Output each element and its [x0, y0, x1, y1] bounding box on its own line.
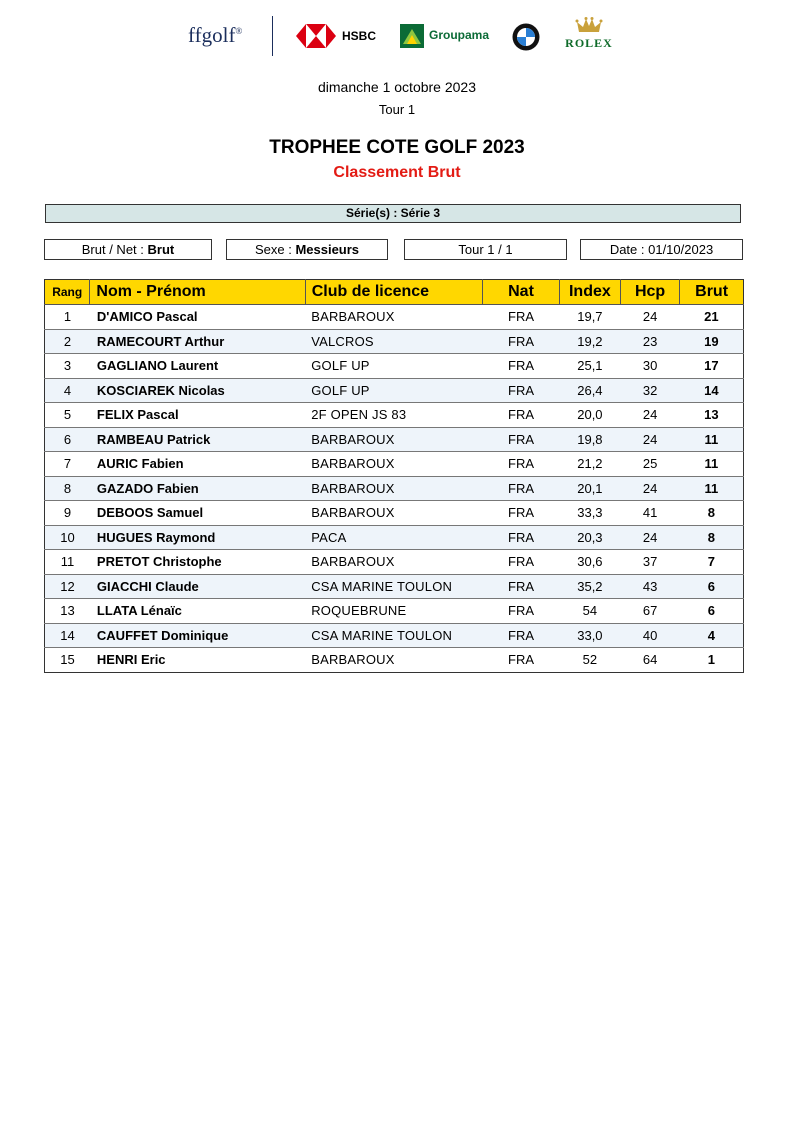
cell-hcp: 67 [621, 599, 680, 624]
cell-index: 35,2 [559, 574, 620, 599]
cell-club: BARBAROUX [305, 476, 483, 501]
cell-brut: 7 [680, 550, 744, 575]
cell-index: 19,2 [559, 329, 620, 354]
cell-brut: 11 [680, 427, 744, 452]
cell-hcp: 24 [621, 427, 680, 452]
cell-hcp: 24 [621, 525, 680, 550]
cell-nat: FRA [483, 525, 560, 550]
groupama-leaf-icon [400, 24, 424, 48]
cell-rang: 9 [45, 501, 90, 526]
cell-name: HENRI Eric [90, 648, 305, 673]
table-row [45, 354, 744, 379]
cell-hcp: 43 [621, 574, 680, 599]
cell-club: BARBAROUX [311, 309, 395, 325]
cell-nat: FRA [483, 623, 560, 648]
cell-club: PACA [305, 525, 483, 550]
cell-name: AURIC Fabien [90, 452, 305, 477]
cell-nat: FRA [483, 354, 560, 379]
sexe-value: Messieurs [295, 242, 360, 257]
sexe-label: Sexe : [254, 242, 292, 257]
round-label: Tour 1 [378, 102, 416, 117]
rolex-crown-icon [563, 16, 615, 34]
col-nat: Nat [483, 280, 560, 305]
table-row [45, 550, 744, 575]
cell-name: RAMBEAU Patrick [90, 427, 305, 452]
cell-rang: 10 [45, 525, 90, 550]
cell-name: DEBOOS Samuel [90, 501, 305, 526]
cell-rang: 13 [45, 599, 90, 624]
cell-index: 33,0 [559, 623, 620, 648]
cell-hcp: 25 [621, 452, 680, 477]
cell-hcp: 64 [621, 648, 680, 673]
cell-hcp: 24 [642, 309, 658, 325]
cell-nat: FRA [483, 378, 560, 403]
cell-club: ROQUEBRUNE [305, 599, 483, 624]
cell-hcp: 32 [621, 378, 680, 403]
cell-brut: 14 [680, 378, 744, 403]
cell-rang: 8 [45, 476, 90, 501]
serie-bar: Série(s) : Série 3 [45, 204, 741, 223]
table-row [45, 476, 744, 501]
cell-rang: 2 [45, 329, 90, 354]
cell-rang: 5 [45, 403, 90, 428]
table-header-row [45, 280, 744, 305]
table-row [45, 427, 744, 452]
cell-name: GAGLIANO Laurent [90, 354, 305, 379]
rolex-logo [563, 16, 615, 56]
banner-divider [272, 16, 273, 56]
table-row [45, 648, 744, 673]
cell-nat: FRA [483, 550, 560, 575]
cell-brut: 21 [704, 309, 719, 325]
cell-name: KOSCIAREK Nicolas [90, 378, 305, 403]
rolex-text: ROLEX [565, 36, 613, 50]
cell-index: 19,8 [559, 427, 620, 452]
brut-net-value: Brut [147, 242, 175, 257]
cell-nat: FRA [483, 476, 560, 501]
cell-hcp: 37 [621, 550, 680, 575]
cell-hcp: 24 [621, 403, 680, 428]
cell-brut: 8 [680, 501, 744, 526]
cell-nat: FRA [483, 427, 560, 452]
cell-rang: 7 [45, 452, 90, 477]
cell-club: BARBAROUX [305, 427, 483, 452]
cell-index: 26,4 [559, 378, 620, 403]
cell-nat: FRA [483, 452, 560, 477]
tour-box: Tour 1 / 1 [404, 239, 567, 260]
groupama-text: Groupama [429, 28, 490, 42]
cell-club: BARBAROUX [305, 550, 483, 575]
cell-index: 19,7 [577, 309, 603, 325]
hsbc-text: HSBC [342, 29, 377, 43]
cell-name: GIACCHI Claude [90, 574, 305, 599]
ffgolf-logo [188, 23, 242, 48]
results-table [44, 279, 744, 673]
cell-nat: FRA [483, 403, 560, 428]
cell-name: PRETOT Christophe [90, 550, 305, 575]
page-subtitle: Classement Brut [333, 164, 461, 181]
col-rang: Rang [45, 280, 90, 305]
cell-rang: 3 [45, 354, 90, 379]
cell-brut: 11 [680, 476, 744, 501]
cell-club: GOLF UP [305, 354, 483, 379]
table-row [45, 403, 744, 428]
cell-index: 25,1 [559, 354, 620, 379]
cell-index: 54 [559, 599, 620, 624]
col-brut: Brut [680, 280, 744, 305]
cell-brut: 6 [680, 574, 744, 599]
col-index: Index [559, 280, 620, 305]
cell-brut: 13 [680, 403, 744, 428]
cell-hcp: 40 [621, 623, 680, 648]
cell-brut: 17 [680, 354, 744, 379]
cell-hcp: 23 [621, 329, 680, 354]
table-row [45, 378, 744, 403]
cell-nat: FRA [483, 648, 560, 673]
cell-rang: 1 [63, 309, 72, 325]
cell-index: 20,0 [559, 403, 620, 428]
table-row [45, 574, 744, 599]
table-row [45, 305, 744, 330]
cell-hcp: 24 [621, 476, 680, 501]
cell-brut: 4 [680, 623, 744, 648]
cell-name: GAZADO Fabien [90, 476, 305, 501]
table-row [45, 329, 744, 354]
col-hcp: Hcp [621, 280, 680, 305]
cell-club: BARBAROUX [305, 501, 483, 526]
brut-net-box [44, 239, 212, 260]
col-club: Club de licence [305, 280, 483, 305]
cell-brut: 6 [680, 599, 744, 624]
table-row [45, 525, 744, 550]
cell-nat: FRA [483, 501, 560, 526]
cell-index: 20,1 [559, 476, 620, 501]
cell-name: FELIX Pascal [90, 403, 305, 428]
cell-rang: 15 [45, 648, 90, 673]
cell-brut: 11 [680, 452, 744, 477]
cell-club: CSA MARINE TOULON [305, 623, 483, 648]
table-row [45, 599, 744, 624]
cell-name: HUGUES Raymond [90, 525, 305, 550]
cell-hcp: 41 [621, 501, 680, 526]
cell-index: 52 [559, 648, 620, 673]
table-row [45, 452, 744, 477]
brut-net-label: Brut / Net : [81, 242, 144, 257]
cell-brut: 1 [680, 648, 744, 673]
cell-club: 2F OPEN JS 83 [305, 403, 483, 428]
cell-rang: 6 [45, 427, 90, 452]
cell-club: VALCROS [305, 329, 483, 354]
cell-club: CSA MARINE TOULON [305, 574, 483, 599]
cell-rang: 4 [45, 378, 90, 403]
cell-hcp: 30 [621, 354, 680, 379]
ffgolf-text: ffgolf [188, 23, 236, 47]
date-box: Date : 01/10/2023 [580, 239, 743, 260]
ffgolf-registered-mark: ® [235, 26, 243, 36]
cell-club: BARBAROUX [305, 452, 483, 477]
sexe-box [226, 239, 388, 260]
event-date: dimanche 1 octobre 2023 [318, 79, 476, 95]
cell-name: D'AMICO Pascal [96, 309, 198, 325]
cell-nat: FRA [483, 574, 560, 599]
page-title: TROPHEE COTE GOLF 2023 [269, 137, 525, 158]
cell-nat: FRA [483, 329, 560, 354]
hsbc-hexagon-icon [296, 24, 336, 48]
bmw-roundel-icon [512, 23, 540, 51]
cell-nat: FRA [483, 599, 560, 624]
col-name: Nom - Prénom [90, 280, 305, 305]
cell-rang: 11 [45, 550, 90, 575]
cell-club: GOLF UP [305, 378, 483, 403]
cell-name: CAUFFET Dominique [90, 623, 305, 648]
cell-brut: 19 [680, 329, 744, 354]
table-row [45, 501, 744, 526]
cell-name: RAMECOURT Arthur [90, 329, 305, 354]
cell-rang: 12 [45, 574, 90, 599]
cell-name: LLATA Lénaïc [90, 599, 305, 624]
cell-club: BARBAROUX [305, 648, 483, 673]
cell-index: 30,6 [559, 550, 620, 575]
cell-index: 33,3 [559, 501, 620, 526]
sponsor-banner [178, 12, 634, 62]
cell-rang: 14 [45, 623, 90, 648]
cell-index: 20,3 [559, 525, 620, 550]
cell-index: 21,2 [559, 452, 620, 477]
cell-nat: FRA [508, 309, 535, 325]
cell-brut: 8 [680, 525, 744, 550]
table-row [45, 623, 744, 648]
